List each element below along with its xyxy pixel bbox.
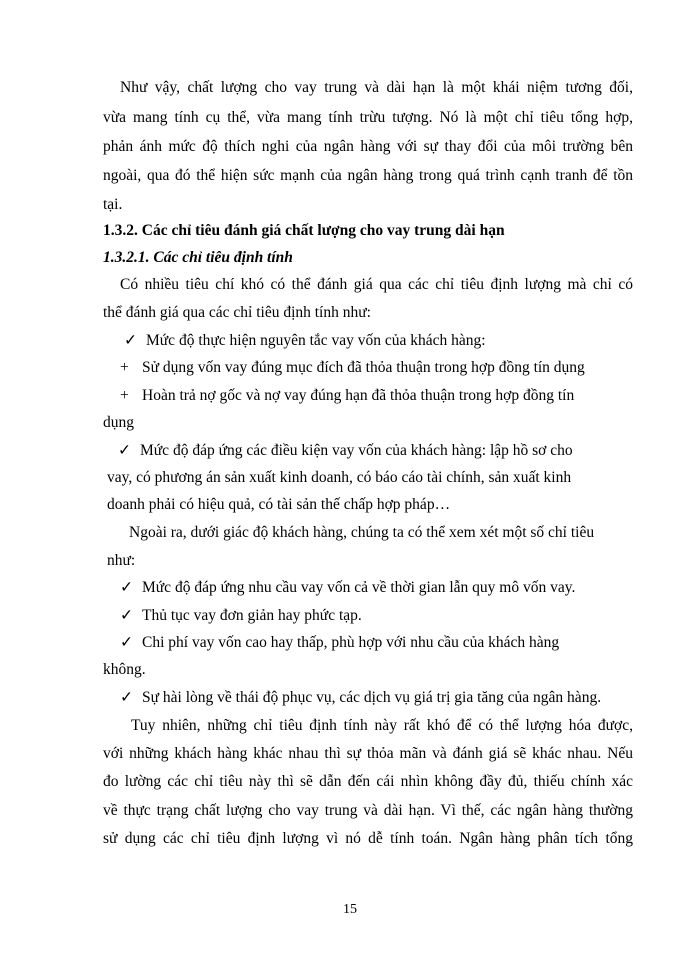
check-icon: ✓ [124, 332, 137, 349]
check-icon: ✓ [118, 442, 131, 459]
item-text: Sử dụng vốn vay đúng mục đích đã thỏa thuận trong hợp đồng tín dụng [142, 359, 585, 376]
text-line: Tuy nhiên, những chỉ tiêu định tính này rất khó để có thể lượng hóa được, [131, 717, 633, 734]
check-item [120, 578, 575, 598]
check-item [124, 331, 486, 351]
text-line: về thực trạng chất lượng cho vay trung và dài hạn. Vì thế, các ngân hàng thường [103, 802, 633, 819]
item-text: Sự hài lòng về thái độ phục vụ, các dịch vụ giá trị gia tăng của ngân hàng. [142, 689, 602, 706]
text-line: sử dụng các chỉ tiêu định lượng vì nó dễ tính toán. Ngân hàng phân tích tổng [103, 830, 633, 847]
item-text: Hoàn trả nợ gốc và nợ vay đúng hạn đã thỏa thuận trong hợp đồng tín [142, 387, 575, 404]
text-line: Như vậy, chất lượng cho vay trung và dài hạn là một khái niệm tương đối, [120, 79, 633, 96]
check-item [118, 441, 573, 461]
text-line: thể đánh giá qua các chỉ tiêu định tính như: [103, 304, 371, 321]
text-line: ngoài, qua đó thể hiện sức mạnh của ngân hàng trong quá trình cạnh tranh để tồn [103, 167, 633, 184]
text-line: Có nhiều tiêu chí khó có thể đánh giá qua các chỉ tiêu định lượng mà chỉ có [120, 276, 633, 293]
check-item [120, 633, 559, 653]
check-item [120, 688, 601, 708]
item-text: Thủ tục vay đơn giản hay phức tạp. [142, 607, 362, 624]
text-line: không. [103, 661, 146, 678]
text-line: Ngoài ra, dưới giác độ khách hàng, chúng ta có thể xem xét một số chỉ tiêu [129, 524, 595, 541]
item-text: Chi phí vay vốn cao hay thấp, phù hợp với nhu cầu của khách hàng [142, 634, 560, 651]
text-line: như: [107, 552, 136, 569]
section-heading: 1.3.2. Các chỉ tiêu đánh giá chất lượng cho vay trung dài hạn [103, 222, 505, 239]
subsection-heading: 1.3.2.1. Các chỉ tiêu định tính [103, 249, 293, 266]
text-line: dụng [103, 414, 134, 431]
text-line: doanh phải có hiệu quả, có tài sản thế chấp hợp pháp… [107, 496, 451, 513]
check-icon: ✓ [120, 579, 133, 596]
check-item [120, 606, 362, 626]
text-line: tại. [103, 196, 123, 213]
item-text: Mức độ thực hiện nguyên tắc vay vốn của khách hàng: [146, 332, 486, 349]
plus-icon: + [120, 359, 129, 376]
text-line: vay, có phương án sản xuất kinh doanh, có báo cáo tài chính, sản xuất kinh [107, 469, 572, 486]
item-text: Mức độ đáp ứng các điều kiện vay vốn của khách hàng: lập hồ sơ cho [140, 442, 573, 459]
plus-icon: + [120, 387, 129, 404]
check-icon: ✓ [120, 634, 133, 651]
item-text: Mức độ đáp ứng nhu cầu vay vốn cả về thời gian lẫn quy mô vốn vay. [142, 579, 576, 596]
plus-item [120, 358, 585, 378]
plus-item [120, 386, 633, 406]
check-icon: ✓ [120, 689, 133, 706]
text-line: vừa mang tính cụ thể, vừa mang tính trừu tượng. Nó là một chỉ tiêu tổng hợp, [103, 109, 633, 126]
text-line: phản ánh mức độ thích nghi của ngân hàng với sự thay đổi của môi trường bên [103, 138, 633, 155]
text-line: đo lường các chỉ tiêu này thì sẽ dẫn đến cái nhìn không đầy đủ, thiếu chính xác [103, 773, 633, 790]
check-icon: ✓ [120, 607, 133, 624]
page-number: 15 [343, 902, 357, 917]
text-line: với những khách hàng khác nhau thì sự thỏa mãn và đánh giá sẽ khác nhau. Nếu [103, 745, 633, 762]
